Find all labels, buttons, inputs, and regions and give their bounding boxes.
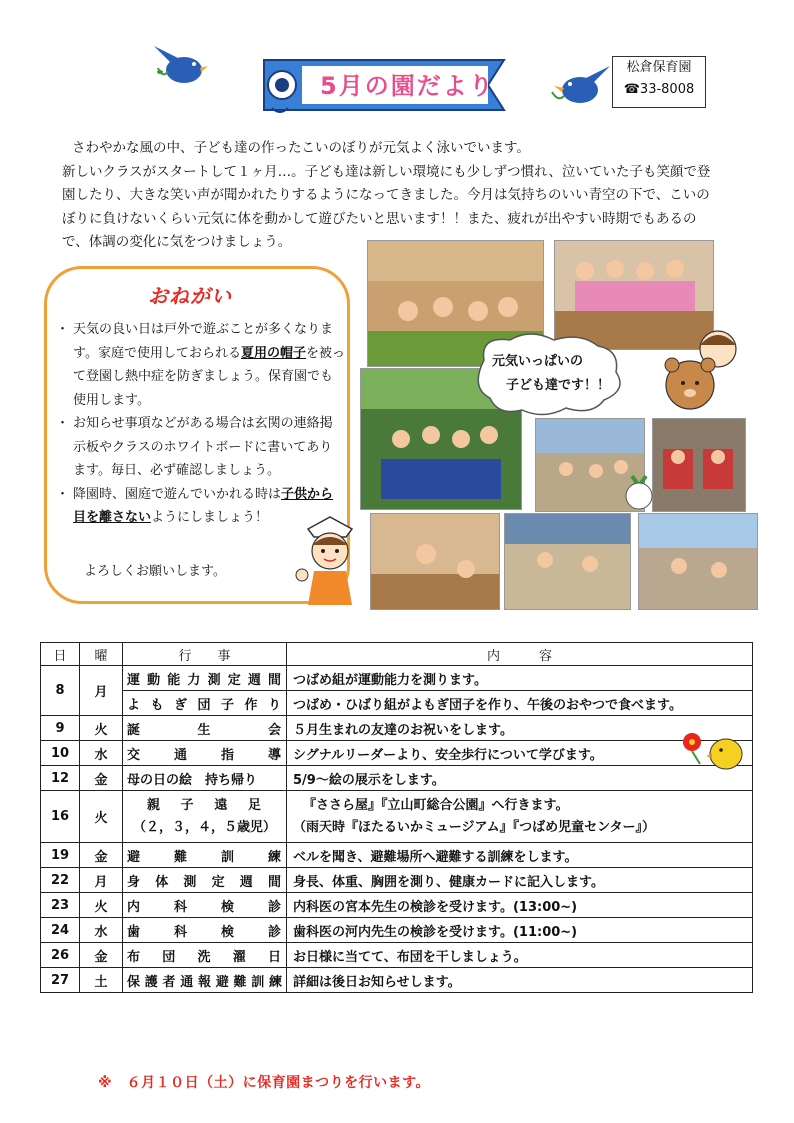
request-item-supervision: ・ 降園時、園庭で遊んでいかれる時は子供から目を離さないようにしましょう！ — [60, 483, 345, 530]
footer-note: ※ ６月１０日（土）に保育園まつりを行います。 — [98, 1075, 430, 1091]
cell-day: 8 — [41, 666, 80, 716]
cell-content: お日様に当てて、布団を干しましょう。 — [287, 943, 753, 968]
cell-weekday: 金 — [80, 943, 123, 968]
request-list — [60, 318, 345, 530]
request-closing: よろしくお願いします。 — [84, 564, 226, 579]
cell-day: 9 — [41, 716, 80, 741]
emphasis-summer-hat: 夏用の帽子 — [240, 345, 306, 361]
request-item-notice: ・ お知らせ事項などがある場合は玄関の連絡掲示板やクラスのホワイトボードに書いてあります。毎日、必ず確認しましょう。 — [60, 412, 345, 483]
cell-weekday: 土 — [80, 968, 123, 993]
table-row — [41, 843, 753, 868]
school-contact-box — [612, 56, 706, 108]
cell-content: 詳細は後日お知らせします。 — [287, 968, 753, 993]
cell-weekday: 月 — [80, 868, 123, 893]
header-event: 行 事 — [123, 643, 287, 666]
cell-event: 運動能力測定週間 — [123, 666, 287, 691]
table-row — [41, 943, 753, 968]
bubble-text: 元気いっぱいの 子ども達です！！ — [492, 354, 611, 393]
cell-content: 『ささら屋』『立山町総合公園』へ行きます。 （雨天時『ほたるいかミュージアム』『つばめ児童センター』） — [287, 791, 753, 843]
cell-day: 26 — [41, 943, 80, 968]
photo-running — [504, 513, 631, 610]
cell-event: 母の日の絵 持ち帰り — [123, 766, 287, 791]
cell-content: つばめ・ひばり組がよもぎ団子を作り、午後のおやつで食べます。 — [287, 691, 753, 716]
cell-day: 24 — [41, 918, 80, 943]
cell-weekday: 火 — [80, 716, 123, 741]
bird-right-icon — [546, 62, 616, 112]
cell-content: ５月生まれの友達のお祝いをします。 — [287, 716, 753, 741]
cell-day: 12 — [41, 766, 80, 791]
cell-weekday: 水 — [80, 918, 123, 943]
cell-day: 10 — [41, 741, 80, 766]
cell-day: 16 — [41, 791, 80, 843]
page-title: 5月の園だより — [320, 72, 495, 100]
table-row — [41, 868, 753, 893]
table-header-row — [41, 643, 753, 666]
table-row — [41, 716, 753, 741]
school-name: 松倉保育園 — [626, 60, 692, 75]
bird-left-icon — [148, 42, 218, 92]
turnip-illustration — [620, 472, 658, 512]
cell-day: 27 — [41, 968, 80, 993]
table-row — [41, 968, 753, 993]
cell-event: 身体測定週間 — [123, 868, 287, 893]
title-kanji: 園 — [390, 72, 417, 100]
cell-weekday: 金 — [80, 843, 123, 868]
cell-content: 身長、体重、胸囲を測り、健康カードに記入します。 — [287, 868, 753, 893]
girl-illustration — [290, 515, 370, 607]
cell-content: 5/9～絵の展示をします。 — [287, 766, 753, 791]
table-row — [41, 766, 753, 791]
header-weekday: 曜 — [80, 643, 123, 666]
cell-event: 歯科検診 — [123, 918, 287, 943]
header-day: 日 — [41, 643, 80, 666]
cell-event: 避難訓練 — [123, 843, 287, 868]
intro-line-1: さわやかな風の中、子ども達の作ったこいのぼりが元気よく泳いでいます。 — [72, 140, 530, 156]
cell-event: 交通指導 — [123, 741, 287, 766]
emphasis-watch-children: 子供から目を離さない — [73, 486, 334, 525]
cell-day: 23 — [41, 893, 80, 918]
cell-weekday: 火 — [80, 791, 123, 843]
cell-weekday: 月 — [80, 666, 123, 716]
table-row — [41, 691, 753, 716]
request-title: おねがい — [148, 284, 232, 308]
table-row — [41, 918, 753, 943]
cell-content: 歯科医の河内先生の検診を受けます。(11:00~) — [287, 918, 753, 943]
table-row — [41, 893, 753, 918]
cell-content: ベルを聞き、避難場所へ避難する訓練をします。 — [287, 843, 753, 868]
cell-event: 保護者通報避難訓練 — [123, 968, 287, 993]
cell-event: よもぎ団子作り — [123, 691, 287, 716]
request-item-hat: ・ 天気の良い日は戸外で遊ぶことが多くなります。家庭で使用しておられる夏用の帽子を被って登園し熱中症を防ぎましょう。保育園でも使用します。 — [60, 318, 345, 412]
cell-weekday: 金 — [80, 766, 123, 791]
phone-number: ☎33-8008 — [623, 82, 695, 97]
table-row — [41, 741, 753, 766]
cell-event: 布団洗濯日 — [123, 943, 287, 968]
cell-weekday: 水 — [80, 741, 123, 766]
cell-weekday: 火 — [80, 893, 123, 918]
cell-content: シグナルリーダーより、安全歩行について学びます。 — [287, 741, 753, 766]
cell-day: 22 — [41, 868, 80, 893]
cell-event: 誕生会 — [123, 716, 287, 741]
schedule-table — [40, 642, 753, 993]
intro-paragraph: 新しいクラスがスタートして１ヶ月…。子ども達は新しい環境にも少しずつ慣れ、泣いていた子も笑顔で登園したり、大きな笑い声が聞かれたりするようになってきました。今月は気持ちのいい青空の下で、こいのぼりに負けないくらい元気に体を動かして遊びたいと思います！！また、疲れが出やすい時期でもあるので、体調の変化に気をつけましょう。 — [62, 163, 711, 250]
intro-text — [62, 137, 722, 255]
photo-playground — [638, 513, 758, 610]
photo-strollers — [652, 418, 746, 512]
cell-day: 19 — [41, 843, 80, 868]
header-content: 内 容 — [287, 643, 753, 666]
cell-content: つばめ組が運動能力を測ります。 — [287, 666, 753, 691]
photo-indoor-play — [370, 513, 500, 610]
bear-girl-illustration — [650, 325, 750, 420]
table-row — [41, 666, 753, 691]
cell-event: 親子遠足 （２，３，４，５歳児） — [123, 791, 287, 843]
cell-event: 内科検診 — [123, 893, 287, 918]
chick-flower-illustration — [676, 724, 756, 774]
cell-content: 内科医の宮本先生の検診を受けます。(13:00~) — [287, 893, 753, 918]
table-row — [41, 791, 753, 843]
